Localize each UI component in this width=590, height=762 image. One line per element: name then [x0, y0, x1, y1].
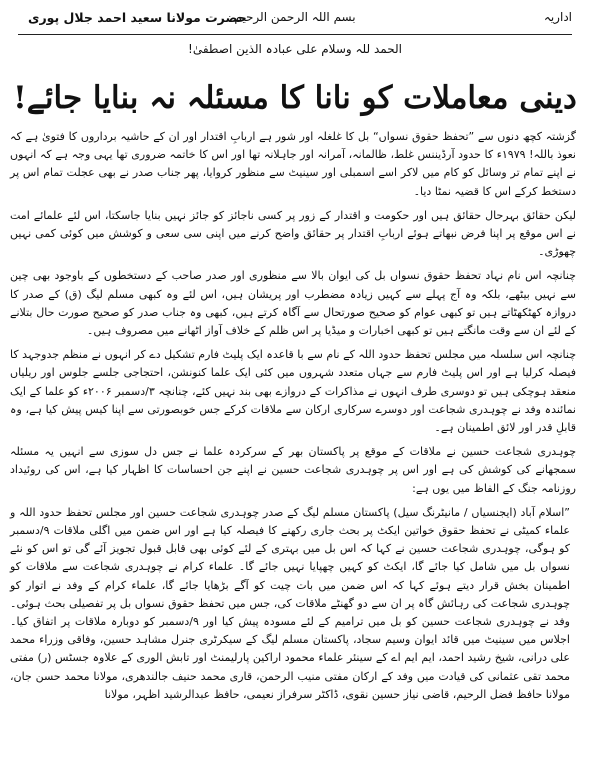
quoted-report: ”اسلام آباد (ایجنسیاں / مانیٹرنگ سیل) پاکستان مسلم لیگ کے صدر چوہدری شجاعت حسین اور مجلس تحفظ حدود اللہ و علماء کمیٹی نے تحفظ حقوق خواتین ایکٹ پر بحث جاری رکھنے کا فیصلہ کیا ہے اور اس ضمن میں اگلی ملاقات ۹/دسمبر کو ہوگی، چوہدری شجاعت حسین نے کہا کہ اس بل میں بہتری کے لئے کوئی بھی قابل قبول تجویز آئے گی تو اس کو نئے نسواں بل میں شامل کیا جائے گا، ایکٹ کو کہیں چھپایا نہیں جائے گا۔ علماء کرام نے چوہدری شجاعت سے ملاقات کو اطمینان بخش قرار دیتے ہوئے کہا کہ اس ضمن میں بات چیت کو آگے بڑھایا جائے گا، علماء کرام کے وفد نے اتوار کو چوہدری شجاعت کی رہائش گاہ پر ان سے دو گھنٹے ملاقات کی، جس میں تحفظ حقوق نسواں بل پر تفصیلی بحث ہوئی۔ وفد نے چوہدری شجاعت حسین کو بل میں ترامیم کے لئے مسودہ پیش کیا اور ۹/دسمبر کو دوبارہ ملاقات پر اتفاق کیا۔ اجلاس میں سینیٹ میں قائد ایوان وسیم سجاد، پاکستان مسلم لیگ کے سیکرٹری جنرل مشاہد حسین، وفاقی وزراء محمد علی درانی، شیخ رشید احمد، ایم ایم اے کے سینئر علماء محمود اراکین پارلیمنٹ اور تابش الوری کے علاوہ جسٹس (ر) مفتی محمد تقی عثمانی کی قیادت میں وفد کے ارکان مفتی منیب الرحمن، قاری محمد حنیف جالندھری، مولانا محمد حسن جان، مولانا حافظ فضل الرحیم، قاضی نیاز حسین نقوی، ڈاکٹر سرفراز نعیمی، حافظ عبدالرشید اظہر، مولانا [10, 505, 570, 701]
paragraph-2: لیکن حقائق بہرحال حقائق ہیں اور حکومت و اقتدار کے زور پر کسی ناجائز کو جائز نہیں بنایا جاسکتا، اس لئے علمائے امت نے اس موقع پر اپنا فرض نبھاتے ہوئے اربابِ اقتدار پر حقائق واضح کرنے میں اپنی سی سعی و کوشش میں کوئی کمی نہیں چھوڑی۔ [10, 208, 576, 259]
section-label: اداریہ [543, 10, 572, 24]
article-body [10, 128, 576, 710]
bismillah: بسم اللہ الرحمن الرحیم [234, 10, 356, 24]
paragraph-3: چنانچہ اس نام نہاد تحفظ حقوق نسواں بل کی ایوان بالا سے منظوری اور صدر صاحب کے دستخطوں کے باوجود بھی چین سے نہیں بیٹھے، بلکہ وہ آج پہلے سے کہیں زیادہ مضطرب اور پریشان ہیں، اس لئے وہ کبھی مسلم لیگ (ق) کے صدر کا دروازہ کھٹکھٹاتے ہیں تو کبھی عوام کو صحیح صورتحال سے آگاہ کرتے ہیں، کبھی وہ جناب صدر کو صحیح صورت حال بتلانے کے لئے ان سے وقت مانگتے ہیں تو کبھی اخبارات و میڈیا پر اس ظلم کے خلاف آواز اٹھانے میں مصروف ہیں۔ [10, 269, 576, 338]
paragraph-1: گزشتہ کچھ دنوں سے ”تحفظ حقوق نسواں“ بل کا غلغلہ اور شور ہے اربابِ اقتدار اور ان کے حاشیہ برداروں کا فتویٰ ہے کہ نعوذ باللہ! ۱۹۷۹ء کا حدود آرڈیننس غلط، ظالمانہ، آمرانہ اور جاہلانہ تھا اور اس کا خاتمہ ضروری تھا یہی وجہ ہے کہ انہوں نے اپنے تمام تر وسائل کو کام میں لاکر اسے اسمبلی اور سینیٹ سے منظور کروایا، پھر جناب صدر نے بھی عجلت تمام اس پر دستخط کرکے اس کا قضیہ نمٹا دیا۔ [10, 130, 576, 198]
header-rule [18, 34, 572, 35]
page-title: دینی معاملات کو نانا کا مسئلہ نہ بنایا جائے! [13, 80, 577, 116]
author-name: حضرت مولانا سعید احمد جلال پوری [28, 10, 247, 25]
paragraph-5: چوہدری شجاعت حسین نے ملاقات کے موقع پر پاکستان بھر کے سرکردہ علما نے جس دل سوزی سے انہیں یہ مسئلہ سمجھانے کی کوشش کی ہے اور اس پر چوہدری شجاعت حسین نے اپنے جن احساسات کا اظہار کیا ہے، اس کی روئیداد روزنامہ جنگ کے الفاظ میں یوں ہے: [10, 445, 576, 495]
paragraph-4: چنانچہ اس سلسلہ میں مجلس تحفظ حدود اللہ کے نام سے با قاعدہ ایک پلیٹ فارم تشکیل دے کر انہوں نے منظم جدوجہد کا فیصلہ کرلیا ہے اور اس پلیٹ فارم سے جہاں متعدد شہروں میں کئی ایک علما کنونشن، احتجاجی جلسے جلوس اور ریلیاں منعقد ہوچکی ہیں تو دوسری طرف انہوں نے مذاکرات کے دروازے بھی بند نہیں کئے، چنانچہ ۳/دسمبر ۲۰۰۶ء کو علما کے ایک نمائندہ وفد نے چوہدری شجاعت اور دوسرے سرکاری ارکان سے ملاقات کرکے جس خوبصورتی سے اپنا کیس پیش کیا ہے، وہ قابلِ قدر اور لائق اطمینان ہے۔ [10, 348, 576, 435]
salutation: الحمد للہ وسلام علی عبادہ الذین اصطفیٰ! [188, 42, 402, 56]
